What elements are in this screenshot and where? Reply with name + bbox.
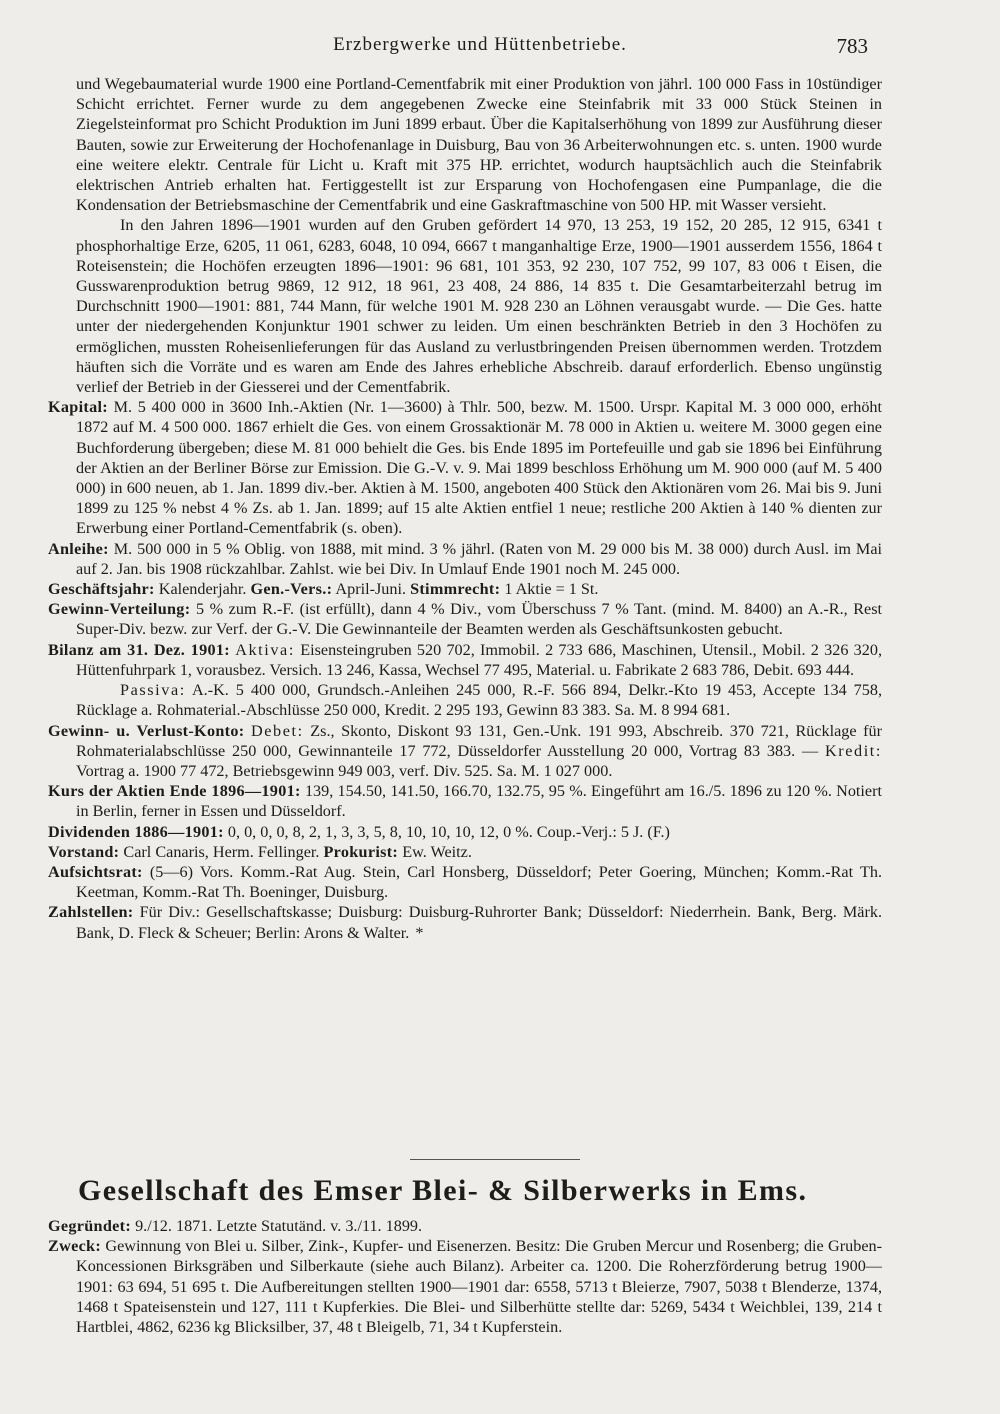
main-text xyxy=(48,74,883,943)
gewinnverteilung-entry xyxy=(48,599,882,639)
kurs-text: 139, 154.50, 141.50, 166.70, 132.75, 95 %. Eingeführt am 16./5. 1896 zu 120 %. Notiert in Berlin, ferner in Essen und Düsseldorf. xyxy=(76,782,882,821)
geschaeftsjahr-text: Kalenderjahr. xyxy=(158,580,247,599)
intro-paragraph: und Wegebaumaterial wurde 1900 eine Portland-Cementfabrik mit einer Produktion von jährl. 100 000 Fass in 10stündiger Schicht errichtet. Ferner wurde zu dem angegebenen Zwecke eine Steinfabrik mit 33 000 Stück Steinen in Ziegelsteinformat pro Schicht Produktion im Juni 1899 erbaut. Über die Kapitalserhöhung von 1899 zur Ausführung dieser Bauten, sowie zur Erweiterung der Hochofenanlage in Duisburg, Bau von 36 Arbeiterwohnungen etc. s. unten. 1900 wurde eine weitere elektr. Centrale für Licht u. Kraft mit 375 HP. errichtet, wodurch hauptsächlich auch die Steinfabrik elektrischen Antrieb erhalten hat. Fertiggestellt ist zur Ersparung von Hochofengasen eine Pumpanlage, die die Kondensation der Betriebsmaschine der Cementfabrik und eine Gaskraftmaschine von 500 HP. mit Wasser versieht. xyxy=(76,75,882,215)
prokurist-label: Prokurist: xyxy=(323,842,399,861)
anleihe-label: Anleihe: xyxy=(48,539,109,558)
company-title: Gesellschaft des Emser Blei- & Silberwerks in Ems. xyxy=(78,1174,808,1207)
gewinnverteilung-text: 5 % zum R.-F. (ist erfüllt), dann 4 % Div., vom Überschuss 7 % Tant. (mind. M. 8400) an A.-R., Rest Super-Div. bezw. zur Verf. der G.-V. Die Gewinnanteile der Beamten werden als Geschäftsunkosten gebucht. xyxy=(76,600,882,639)
aufsichtsrat-entry xyxy=(48,862,883,902)
bilanz-entry xyxy=(48,640,882,680)
kapital-entry xyxy=(48,397,883,538)
prokurist-text: Ew. Weitz. xyxy=(402,842,472,861)
debet-text: Zs., Skonto, Diskont 93 131, Gen.-Unk. 191 993, Abschreib. 370 721, Rücklage für Rohmaterialabschlüsse 250 000, Gewinnanteile 17 772, Düsseldorfer Ausstellung 20 000, Vortrag 83 383. — xyxy=(76,721,882,760)
vorstand-text: Carl Canaris, Herm. Fellinger. xyxy=(123,842,320,861)
zahlstellen-label: Zahlstellen: xyxy=(48,903,134,922)
passiva-label: Passiva: xyxy=(120,681,186,700)
stimmrecht-text: 1 Aktie = 1 St. xyxy=(504,580,599,599)
production-paragraph: In den Jahren 1896—1901 wurden auf den Gruben gefördert 14 970, 13 253, 19 152, 20 285, 12 915, 6341 t phosphorhaltige Erze, 6205, 11 061, 6283, 6048, 10 094, 6667 t manganhaltige Erze, 1900—1901 ausserdem 1556, 1864 t Roteisenstein; die Hochöfen erzeugten 1896—1901: 96 681, 101 353, 92 230, 107 752, 99 107, 83 006 t Eisen, die Gusswarenproduktion betrug 9869, 12 912, 18 961, 23 408, 24 886, 14 835 t. Die Gesamtarbeiterzahl betrug im Durchschnitt 1900—1901: 881, 744 Mann, für welche 1901 M. 928 230 an Löhnen verausgabt wurde. — Die Ges. hatte unter der niedergehenden Konjunktur 1901 schwer zu leiden. Um einen beschränkten Betrieb in den 3 Hochöfen zu ermöglichen, mussten Roheisenlieferungen für das Ausland zu verlustbringenden Preisen übernommen werden. Trotzdem häuften sich die Vorräte und es waren am Ende des Jahres erhebliche Abschreib. darauf erforderlich. Ebenso ungünstig verlief der Betrieb in der Giesserei und der Cementfabrik. xyxy=(76,216,882,397)
kredit-label: Kredit: xyxy=(824,741,882,760)
vorstand-entry xyxy=(48,842,882,862)
genvers-label: Gen.-Vers.: xyxy=(250,580,333,599)
genvers-text: April-Juni. xyxy=(335,580,407,599)
anleihe-text: M. 500 000 in 5 % Oblig. von 1888, mit mind. 3 % jährl. (Raten von M. 29 000 bis M. 38 000) durch Ausl. im Mai auf 2. Jan. bis 1908 rückzahlbar. Zahlst. wie bei Div. In Umlauf Ende 1901 noch M. 245 000. xyxy=(76,539,882,578)
passiva-text: A.-K. 5 400 000, Grundsch.-Anleihen 245 000, R.-F. 566 894, Delkr.-Kto 19 453, Accepte 134 758, Rücklage a. Rohmaterial.-Abschlüsse 250 000, Kredit. 2 295 193, Gewinn 83 383. Sa. M. 8 994 681. xyxy=(76,681,883,720)
geschaeftsjahr-entry xyxy=(48,579,882,599)
running-title: Erzbergwerke und Hüttenbetriebe. xyxy=(333,34,627,55)
end-mark: * xyxy=(415,923,424,942)
gegruendet-entry xyxy=(48,1216,882,1236)
kurs-label: Kurs der Aktien Ende 1896—1901: xyxy=(48,782,301,801)
guv-label: Gewinn- u. Verlust-Konto: xyxy=(48,721,245,740)
aufsichtsrat-text: (5—6) Vors. Komm.-Rat Aug. Stein, Carl Honsberg, Düsseldorf; Peter Goering, München; Komm.-Rat Th. Keetman, Komm.-Rat Th. Boeninger, Duisburg. xyxy=(76,862,883,902)
section-divider xyxy=(410,1159,580,1160)
dividenden-label: Dividenden 1886—1901: xyxy=(48,822,224,841)
geschaeftsjahr-label: Geschäftsjahr: xyxy=(48,580,155,599)
aktiva-text: Eisensteingruben 520 702, Immobil. 2 733 686, Maschinen, Utensil., Mobil. 2 326 320, Hüttenfuhrpark 1, vorausbez. Versich. 13 246, Kassa, Wechsel 77 495, Material. u. Fabrikate 2 683 786, Debit. 693 444. xyxy=(76,640,882,679)
anleihe-entry xyxy=(48,539,882,579)
gewinnverteilung-label: Gewinn-Verteilung: xyxy=(48,600,191,619)
guv-entry xyxy=(48,721,882,782)
zweck-label: Zweck: xyxy=(48,1237,102,1256)
passiva-entry xyxy=(76,680,882,720)
dividenden-text: 0, 0, 0, 0, 8, 2, 1, 3, 3, 5, 8, 10, 10, 10, 12, 0 %. Coup.-Verj.: 5 J. (F.) xyxy=(227,822,670,841)
company2-text xyxy=(48,1216,882,1337)
stimmrecht-label: Stimmrecht: xyxy=(410,580,501,599)
zahlstellen-text: Für Div.: Gesellschaftskasse; Duisburg: Duisburg-Ruhrorter Bank; Düsseldorf: Niederrhein. Bank, Berg. Märk. Bank, D. Fleck & Scheuer; Berlin: Arons & Walter. xyxy=(76,903,883,942)
bilanz-label: Bilanz am 31. Dez. 1901: xyxy=(48,640,230,659)
page-number: 783 xyxy=(836,34,868,58)
kurs-entry xyxy=(48,781,882,821)
kapital-text: M. 5 400 000 in 3600 Inh.-Aktien (Nr. 1—3600) à Thlr. 500, bezw. M. 1500. Urspr. Kapital M. 3 000 000, erhöht 1872 auf M. 4 500 000. 1867 erhielt die Ges. von einem Grossaktionär M. 78 000 in Aktien u. weitere M. 3000 gegen eine Buchforderung übergeben; diese M. 81 000 behielt die Ges. bis Ende 1895 im Portefeuille und gab sie 1896 bei Einführung der Aktien an der Berliner Börse zur Emission. Die G.-V. v. 9. Mai 1899 beschloss Erhöhung um M. 900 000 (auf M. 5 400 000) in 600 neuen, ab 1. Jan. 1899 div.-ber. Aktien à M. 1500, angeboten 400 Stück den Aktionären vom 26. Mai bis 9. Juni 1899 zu 125 % nebst 4 % Zs. ab 1. Jan. 1899; auf 15 alte Aktien entfiel 1 neue; restliche 200 Aktien à 140 % dienten zur Erwerbung einer Portland-Cementfabrik (s. oben). xyxy=(76,398,883,538)
zweck-entry xyxy=(48,1236,882,1337)
zweck-text: Gewinnung von Blei u. Silber, Zink-, Kupfer- und Eisenerzen. Besitz: Die Gruben Mercur und Rosenberg; die Gruben-Koncessionen Birksgräben und Silberkaute (siehe auch Bilanz). Arbeiter ca. 1200. Die Roherzförderung betrug 1900—1901: 63 694, 51 695 t. Die Aufbereitungen stellten 1900—1901 dar: 6558, 5713 t Bleierze, 7907, 5038 t Blenderze, 1374, 1468 t Spateisenstein und 127, 111 t Kupferkies. Die Blei- und Silberhütte stellte dar: 5269, 5434 t Weichblei, 139, 214 t Hartblei, 4862, 6236 kg Blicksilber, 37, 48 t Bleigelb, 71, 34 t Kupferstein. xyxy=(76,1237,882,1337)
debet-label: Debet: xyxy=(250,721,304,740)
gegruendet-text: 9./12. 1871. Letzte Statutänd. v. 3./11. 1899. xyxy=(135,1217,423,1235)
vorstand-label: Vorstand: xyxy=(48,842,120,861)
gegruendet-label: Gegründet: xyxy=(48,1217,132,1235)
aktiva-label: Aktiva: xyxy=(235,640,295,659)
zahlstellen-entry xyxy=(48,902,883,942)
dividenden-entry xyxy=(48,822,882,842)
running-header xyxy=(80,34,880,58)
kapital-label: Kapital: xyxy=(48,398,108,417)
kredit-text: Vortrag a. 1900 77 472, Betriebsgewinn 949 003, verf. Div. 525. Sa. M. 1 027 000. xyxy=(76,761,613,780)
aufsichtsrat-label: Aufsichtsrat: xyxy=(48,862,143,881)
